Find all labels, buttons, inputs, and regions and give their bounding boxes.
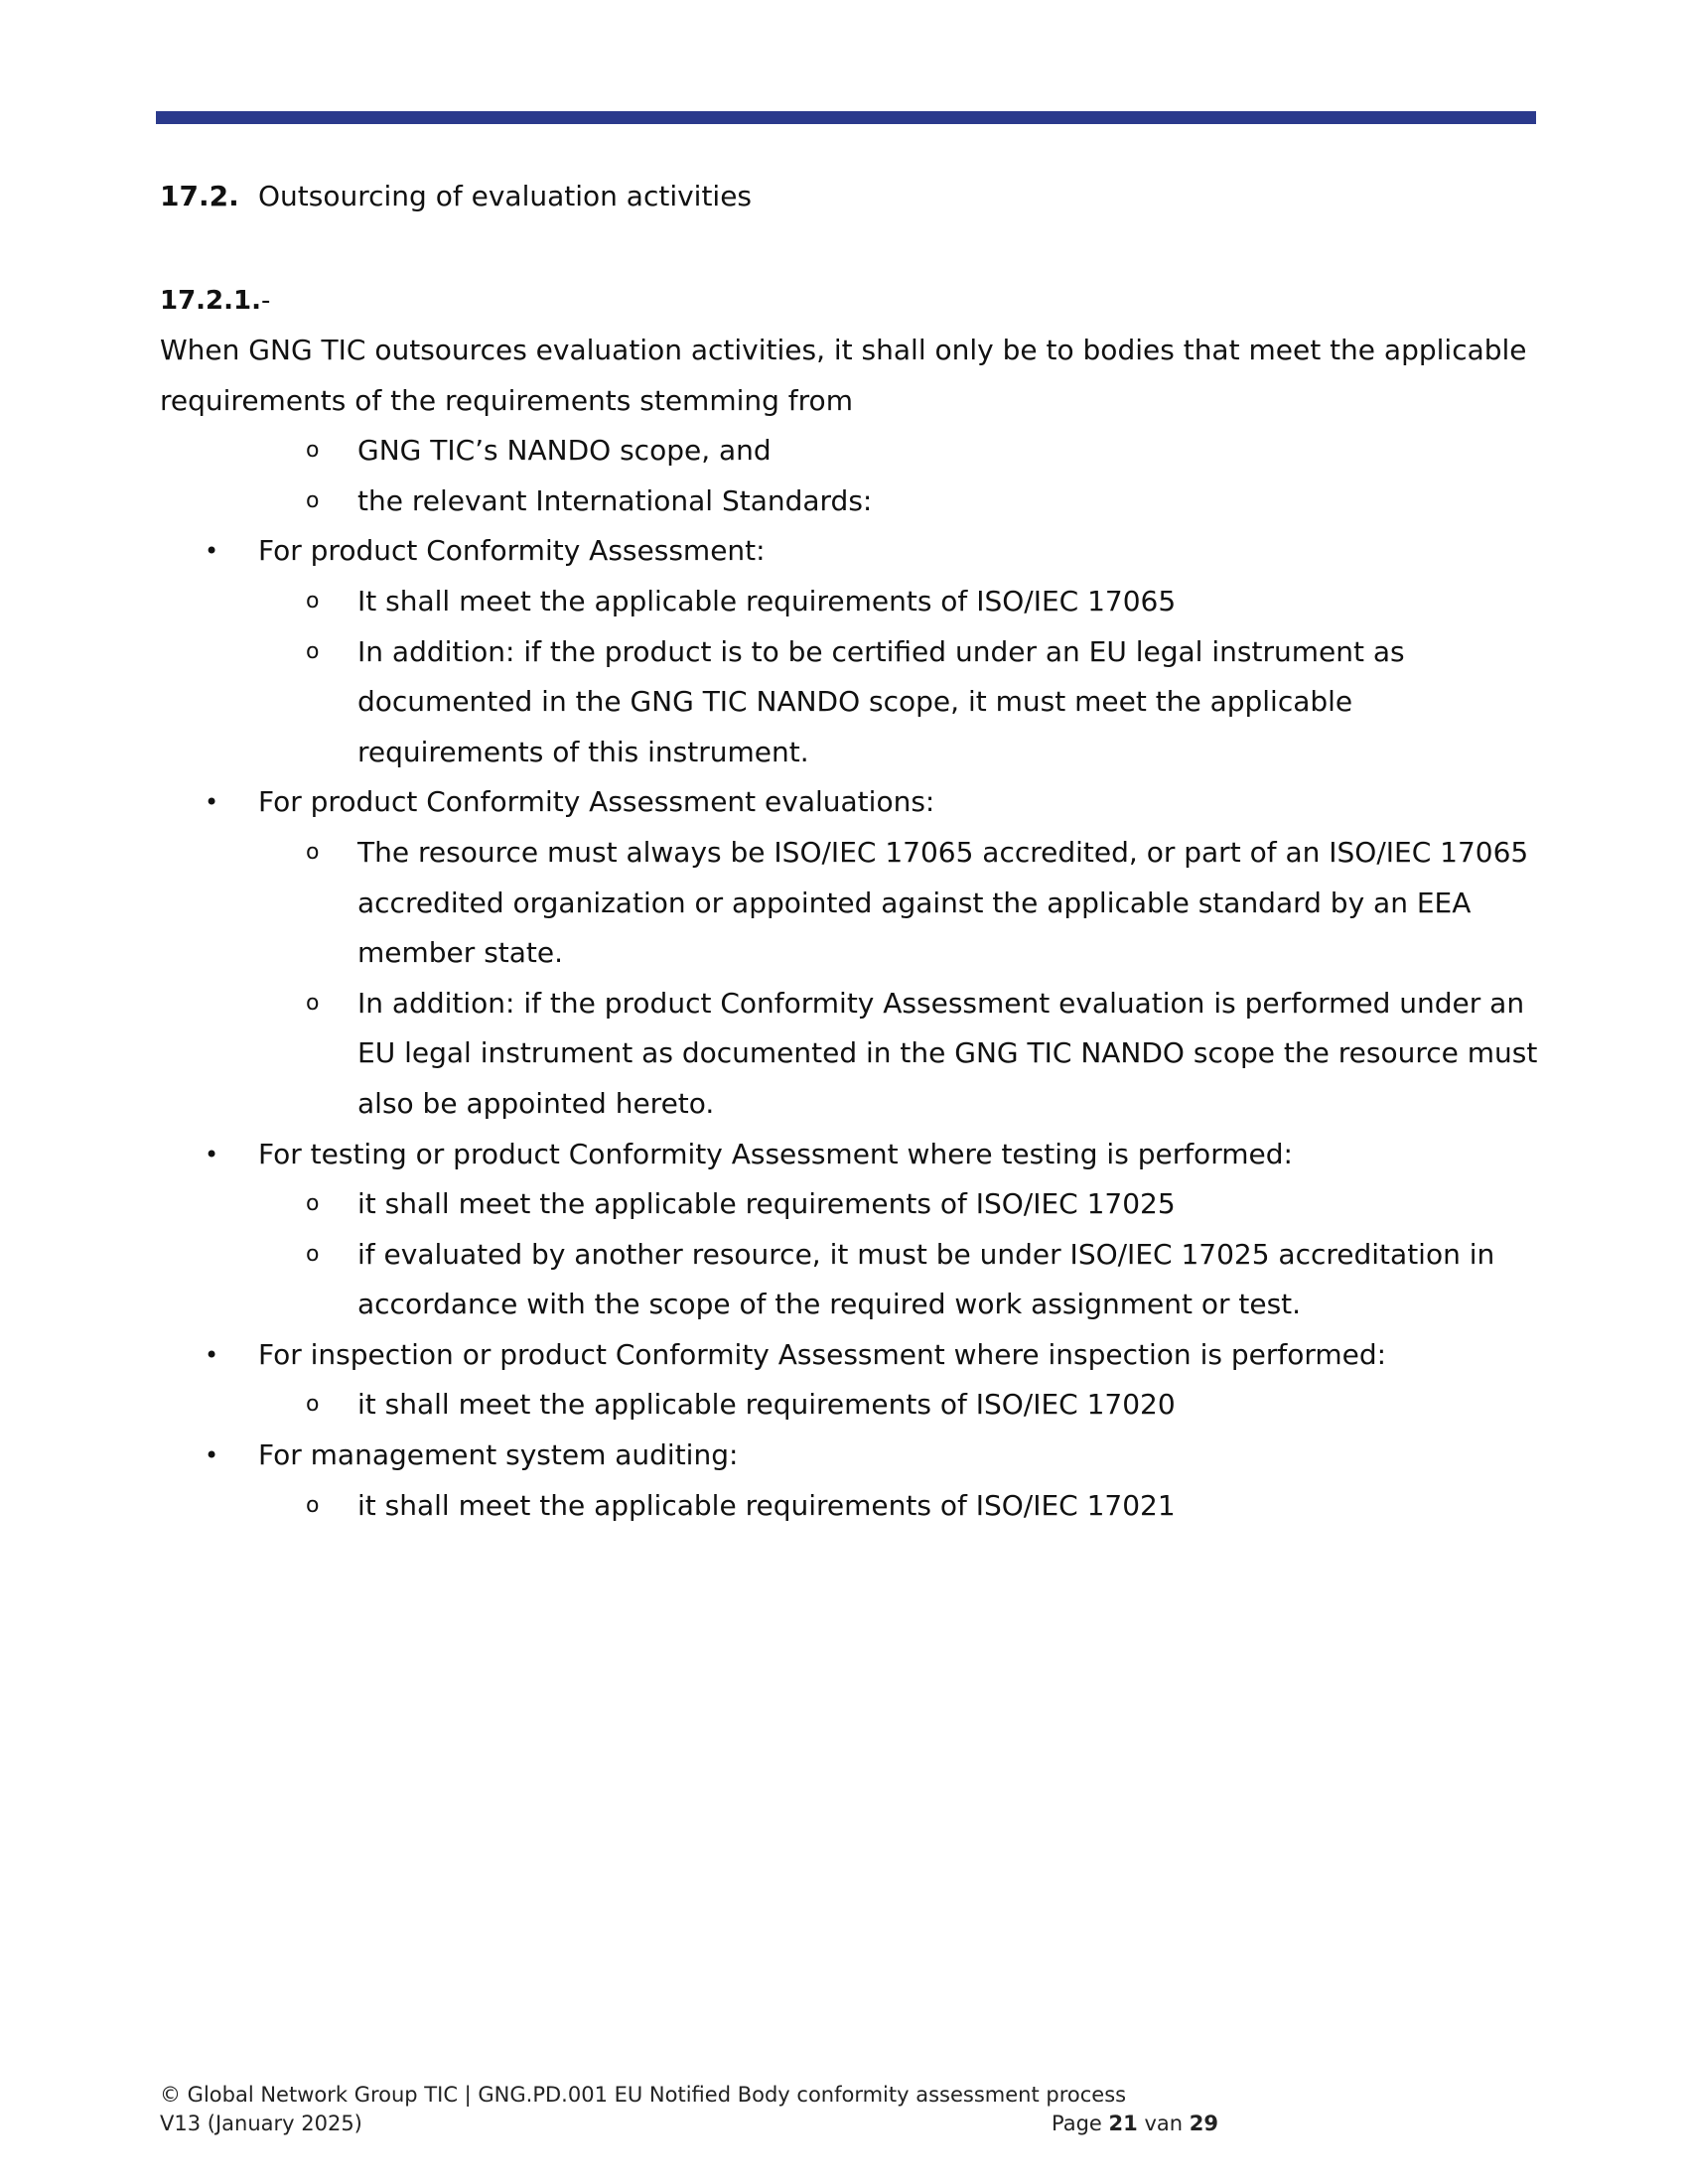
list-item bbox=[160, 477, 1540, 527]
list-item-text: It shall meet the applicable requirements of ISO/IEC 17065 bbox=[357, 584, 1177, 617]
list-item bbox=[160, 1230, 1540, 1330]
circle-bullet-icon: o bbox=[306, 990, 320, 1016]
section-number: 17.2. bbox=[160, 180, 239, 212]
list-item-text: it shall meet the applicable requirements of ISO/IEC 17021 bbox=[357, 1488, 1176, 1522]
list-item-text: it shall meet the applicable requirements of ISO/IEC 17020 bbox=[357, 1388, 1176, 1422]
list-item bbox=[160, 828, 1540, 979]
bullet-item-text: For testing or product Conformity Assessment where testing is performed: bbox=[258, 1137, 1293, 1170]
bullet-item-text: For product Conformity Assessment: bbox=[258, 534, 766, 568]
bullet-item bbox=[160, 1330, 1540, 1381]
list-item-text: the relevant International Standards: bbox=[357, 483, 873, 517]
list-item-text: In addition: if the product Conformity Assessment evaluation is performed under an EU legal instrument as documented in the GNG TIC NANDO scope the resource must also be appointed hereto. bbox=[357, 986, 1538, 1120]
page-total: 29 bbox=[1189, 2112, 1218, 2135]
subsection-number: 17.2.1. bbox=[160, 286, 261, 316]
circle-bullet-icon: o bbox=[306, 438, 320, 464]
list-item bbox=[160, 1380, 1540, 1431]
list-item-text: it shall meet the applicable requirements of ISO/IEC 17025 bbox=[357, 1187, 1176, 1221]
circle-bullet-icon: o bbox=[306, 638, 320, 664]
body-content bbox=[160, 326, 1540, 1531]
disc-bullet-icon: • bbox=[205, 1441, 219, 1470]
list-item bbox=[160, 1179, 1540, 1230]
header-rule bbox=[156, 111, 1536, 124]
page-separator: van bbox=[1144, 2112, 1184, 2135]
circle-bullet-icon: o bbox=[306, 1392, 320, 1418]
page-footer bbox=[160, 2081, 1252, 2138]
bullet-item bbox=[160, 526, 1540, 577]
circle-bullet-icon: o bbox=[306, 1241, 320, 1267]
bullet-item bbox=[160, 1130, 1540, 1180]
circle-bullet-icon: o bbox=[306, 1492, 320, 1518]
section-heading bbox=[160, 177, 752, 216]
disc-bullet-icon: • bbox=[205, 1140, 219, 1168]
list-item-text: In addition: if the product is to be certified under an EU legal instrument as documented in the GNG TIC NANDO scope, it must meet the applicable requirements of this instrument. bbox=[357, 634, 1405, 768]
bullet-item-text: For inspection or product Conformity Assessment where inspection is performed: bbox=[258, 1337, 1387, 1371]
bullet-item-text: For product Conformity Assessment evaluations: bbox=[258, 785, 935, 819]
bullet-item bbox=[160, 1431, 1540, 1481]
bullet-item bbox=[160, 777, 1540, 828]
list-item bbox=[160, 426, 1540, 477]
disc-bullet-icon: • bbox=[205, 788, 219, 817]
subsection-heading bbox=[160, 281, 270, 321]
circle-bullet-icon: o bbox=[306, 839, 320, 865]
list-item bbox=[160, 627, 1540, 778]
subsection-suffix: - bbox=[261, 286, 271, 316]
page-number bbox=[1052, 2110, 1218, 2138]
section-title: Outsourcing of evaluation activities bbox=[258, 180, 753, 212]
list-item bbox=[160, 577, 1540, 627]
circle-bullet-icon: o bbox=[306, 1191, 320, 1217]
page-current: 21 bbox=[1108, 2112, 1138, 2135]
intro-paragraph: When GNG TIC outsources evaluation activities, it shall only be to bodies that meet the applicable requirements of the requirements stemming from bbox=[160, 334, 1527, 417]
disc-bullet-icon: • bbox=[205, 1340, 219, 1369]
list-item bbox=[160, 1481, 1540, 1532]
circle-bullet-icon: o bbox=[306, 487, 320, 513]
list-item bbox=[160, 979, 1540, 1130]
list-item-text: GNG TIC’s NANDO scope, and bbox=[357, 434, 772, 468]
bullet-item-text: For management system auditing: bbox=[258, 1438, 739, 1472]
footer-version: V13 (January 2025) bbox=[160, 2112, 362, 2135]
disc-bullet-icon: • bbox=[205, 537, 219, 566]
list-item-text: if evaluated by another resource, it must be under ISO/IEC 17025 accreditation in accordance with the scope of the required work assignment or test. bbox=[357, 1237, 1495, 1321]
page-label: Page bbox=[1052, 2112, 1102, 2135]
circle-bullet-icon: o bbox=[306, 588, 320, 614]
footer-copyright: © Global Network Group TIC | GNG.PD.001 EU Notified Body conformity assessment process bbox=[160, 2083, 1127, 2107]
list-item-text: The resource must always be ISO/IEC 17065 accredited, or part of an ISO/IEC 17065 accredited organization or appointed against the applicable standard by an EEA member state. bbox=[357, 835, 1529, 970]
